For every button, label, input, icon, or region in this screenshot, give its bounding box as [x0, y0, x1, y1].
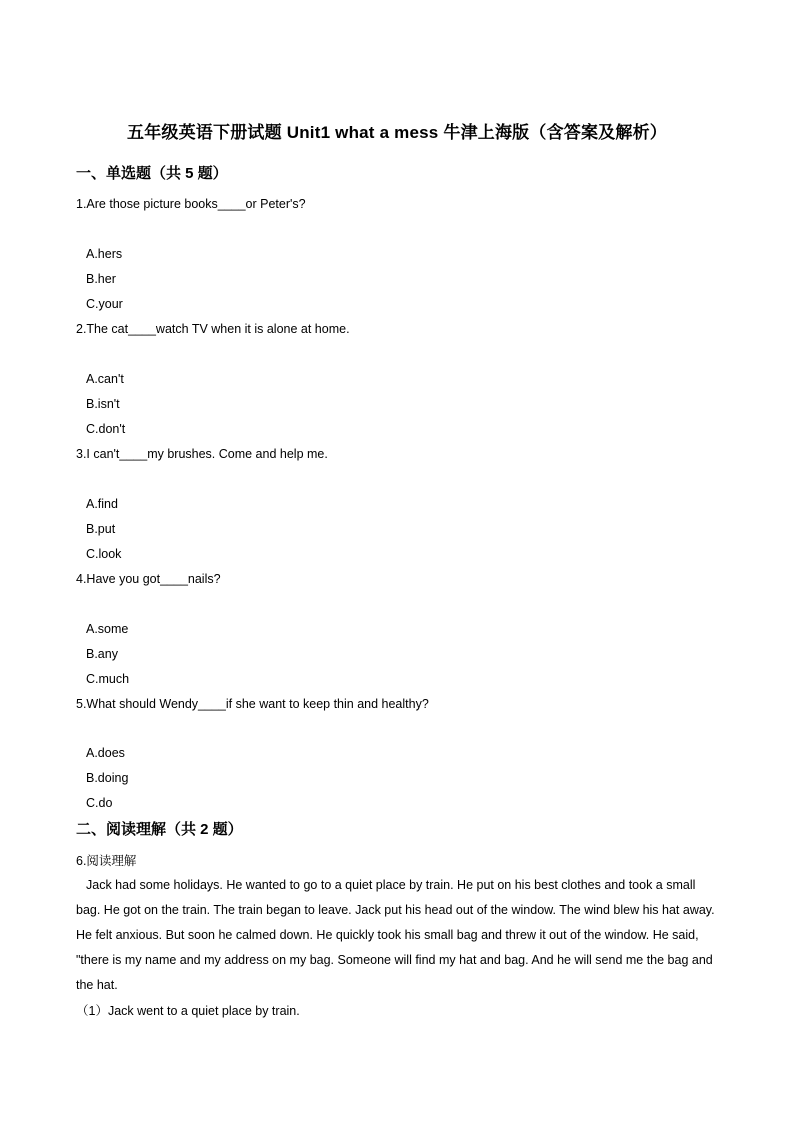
question-1-stem: 1.Are those picture books____or Peter's? — [76, 197, 306, 211]
question-4-stem: 4.Have you got____nails? — [76, 572, 221, 586]
question-3-option-a: A.find — [86, 497, 118, 511]
page-title: 五年级英语下册试题 Unit1 what a mess 牛津上海版（含答案及解析） — [127, 123, 667, 142]
question-5-stem: 5.What should Wendy____if she want to keep thin and healthy? — [76, 697, 429, 711]
reading-passage: Jack had some holidays. He wanted to go to a quiet place by train. He put on his best clothes and took a small bag. He got on the train. The train began to leave. Jack put his head out of the window. The wind blew his hat away. He felt anxious. But soon he calmed down. He quickly took his small bag and threw it out of the window. He said, "there is my name and my address on my bag. Someone will find my hat and bag. And he will send me the bag and the hat. — [76, 878, 715, 992]
question-6-label: 6.阅读理解 — [76, 854, 137, 868]
question-2-stem: 2.The cat____watch TV when it is alone at home. — [76, 322, 350, 336]
question-4-option-b: B.any — [86, 647, 118, 661]
question-5-option-b: B.doing — [86, 771, 129, 785]
question-5-option-c: C.do — [86, 796, 113, 810]
question-4-option-a: A.some — [86, 622, 129, 636]
question-2-option-a: A.can't — [86, 372, 124, 386]
question-2-option-c: C.don't — [86, 422, 126, 436]
question-1-option-c: C.your — [86, 297, 123, 311]
question-3-stem: 3.I can't____my brushes. Come and help me. — [76, 447, 328, 461]
question-5-option-a: A.does — [86, 746, 125, 760]
question-6-sub-1: （1）Jack went to a quiet place by train. — [76, 1004, 300, 1018]
question-3-option-c: C.look — [86, 547, 122, 561]
question-2-option-b: B.isn't — [86, 397, 120, 411]
section-heading-single-choice: 一、单选题（共 5 题） — [76, 165, 228, 182]
question-1-option-a: A.hers — [86, 247, 123, 261]
question-4-option-c: C.much — [86, 672, 130, 686]
section-heading-reading: 二、阅读理解（共 2 题） — [76, 821, 243, 838]
question-3-option-b: B.put — [86, 522, 116, 536]
question-1-option-b: B.her — [86, 272, 116, 286]
